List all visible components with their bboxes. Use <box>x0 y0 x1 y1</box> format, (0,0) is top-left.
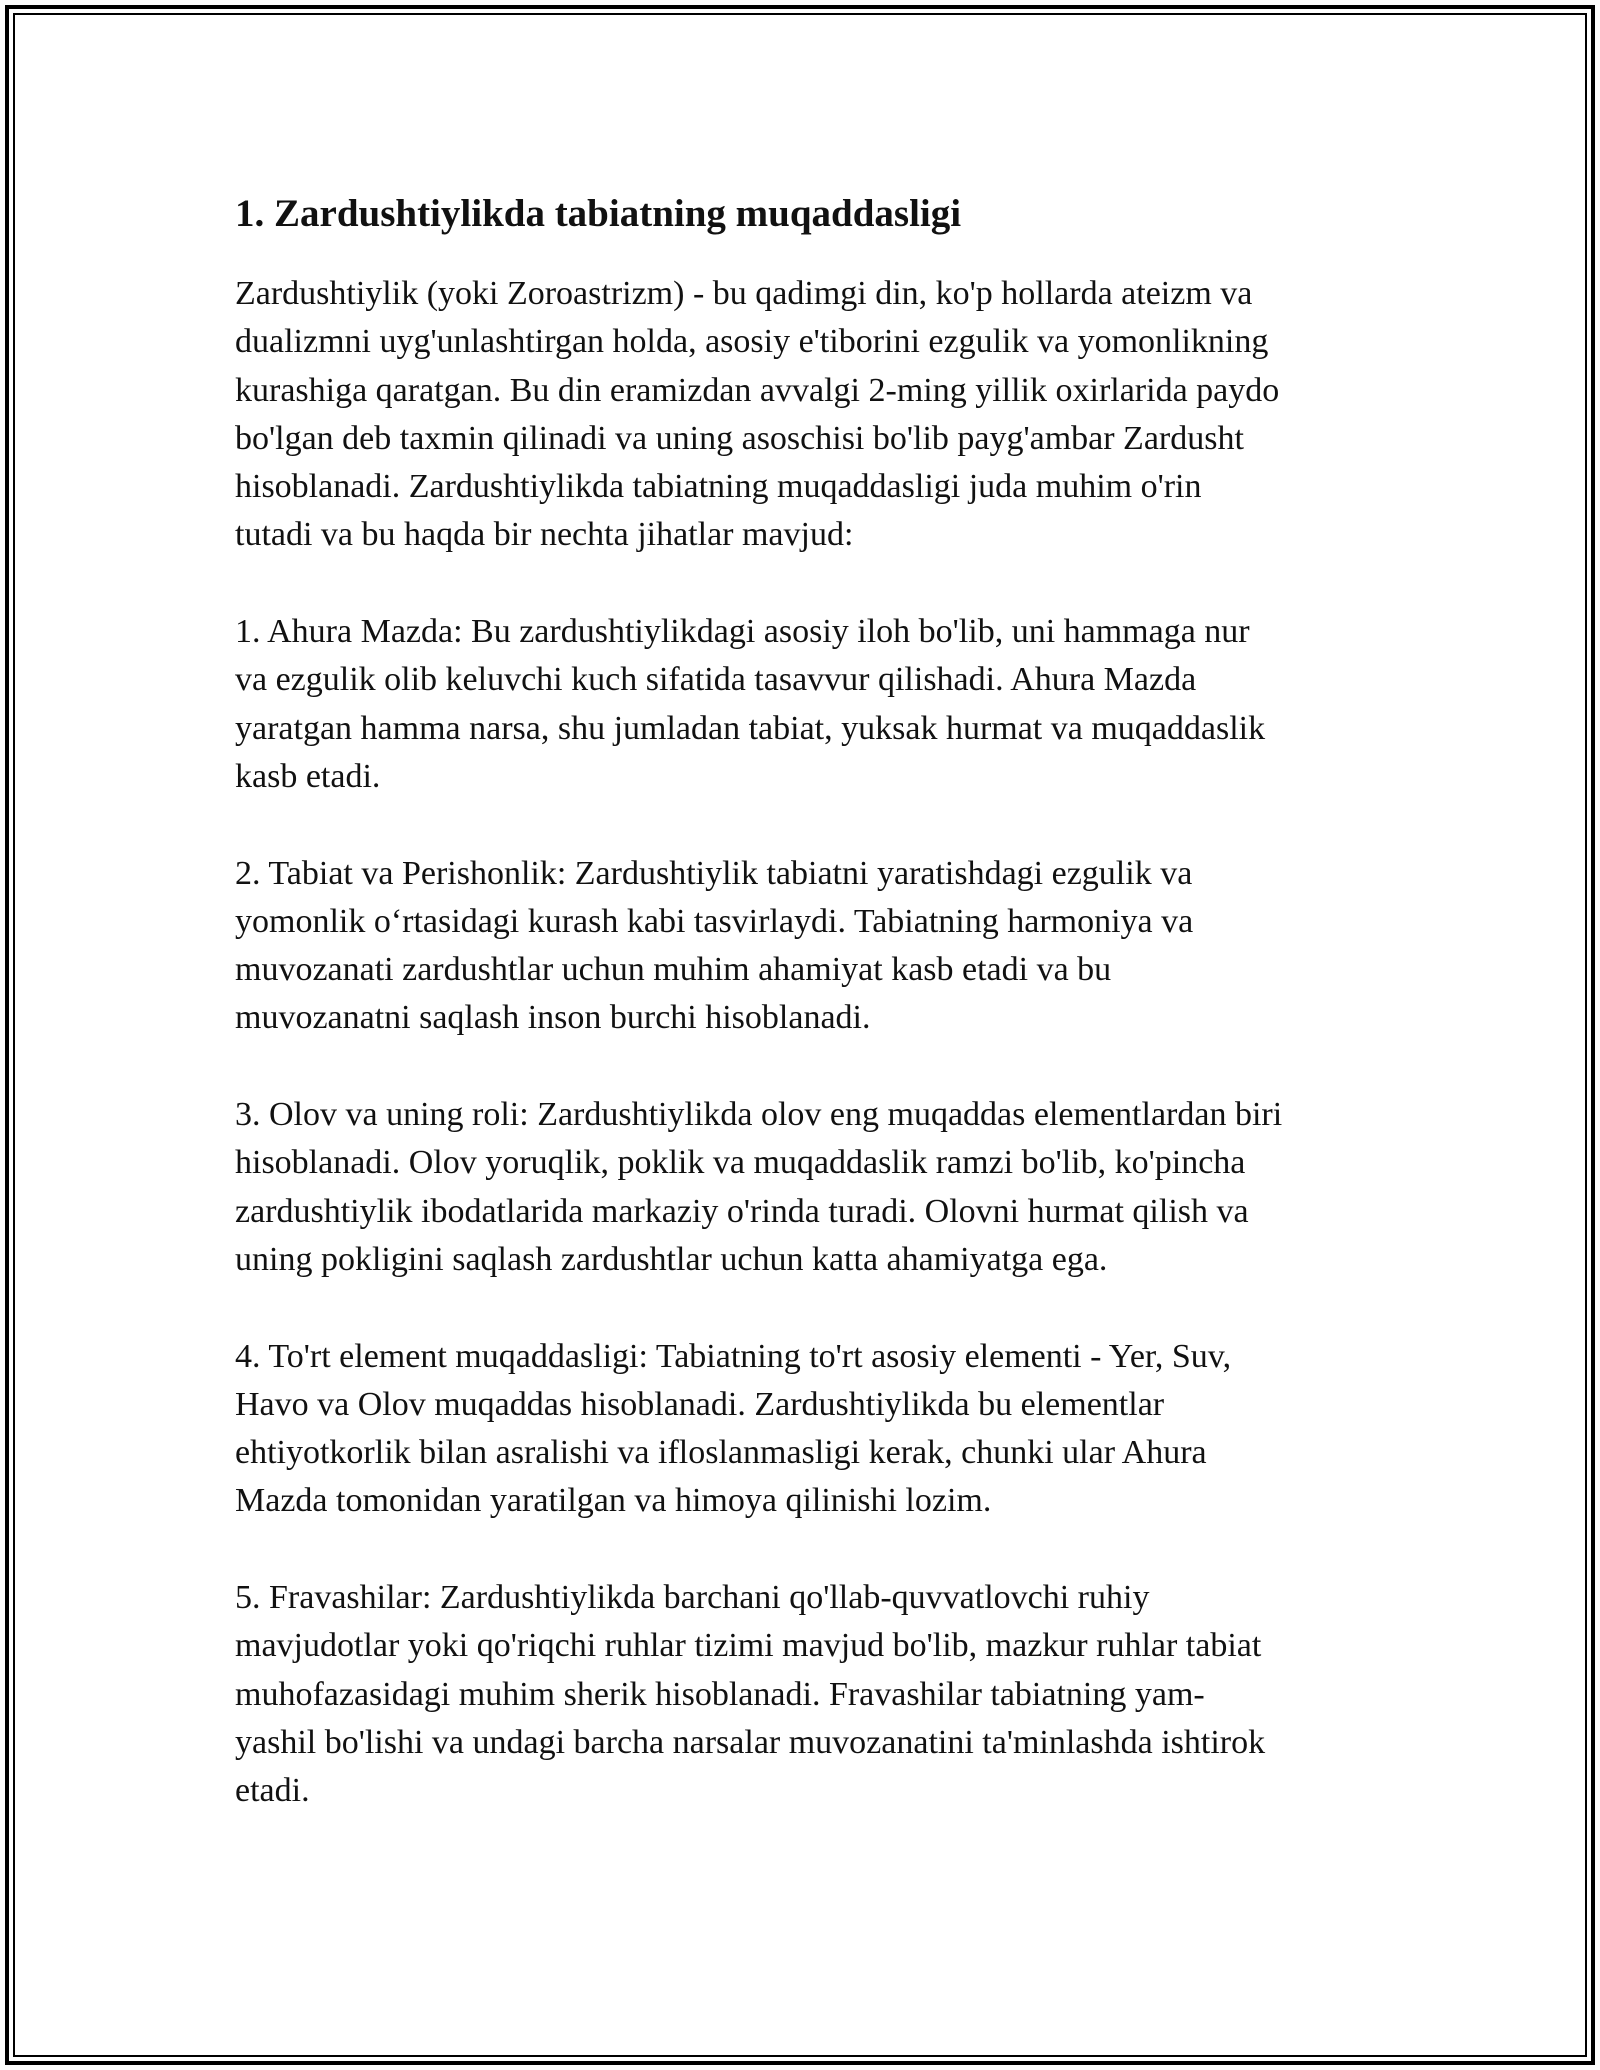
paragraph-line: mavjudotlar yoki qo'riqchi ruhlar tizimi mavjud bo'lib, mazkur ruhlar tabiat <box>235 1627 1262 1665</box>
paragraph-line: bo'lgan deb taxmin qilinadi va uning asoschisi bo'lib payg'ambar Zardusht <box>235 419 1244 457</box>
paragraph-line: va ezgulik olib keluvchi kuch sifatida tasavvur qilishadi. Ahura Mazda <box>235 661 1197 699</box>
paragraph-line: zardushtiylik ibodatlarida markaziy o'rinda turadi. Olovni hurmat qilish va <box>235 1192 1249 1230</box>
paragraph-line: 5. Fravashilar: Zardushtiylikda barchani qo'llab-quvvatlovchi ruhiy <box>235 1579 1150 1617</box>
paragraph-line: dualizmni uyg'unlashtirgan holda, asosiy e'tiborini ezgulik va yomonlikning <box>235 323 1269 361</box>
paragraph-line: kasb etadi. <box>235 757 381 795</box>
paragraph <box>235 608 1435 801</box>
paragraph-line: Zardushtiylik (yoki Zoroastrizm) - bu qadimgi din, ko'p hollarda ateizm va <box>235 275 1253 312</box>
paragraph-line: tutadi va bu haqda bir nechta jihatlar mavjud: <box>235 516 854 554</box>
paragraph-line: uning pokligini saqlash zardushtlar uchun katta ahamiyatga ega. <box>235 1240 1108 1278</box>
paragraph-line: yashil bo'lishi va undagi barcha narsalar muvozanatini ta'minlashda ishtirok <box>235 1723 1266 1761</box>
paragraph-line: etadi. <box>235 1772 310 1810</box>
paragraph <box>235 1333 1435 1526</box>
document-content <box>235 190 1435 1816</box>
paragraph <box>235 1574 1435 1815</box>
paragraph-line: ehtiyotkorlik bilan asralishi va ifloslanmasligi kerak, chunki ular Ahura <box>235 1434 1207 1472</box>
paragraph-line: Havo va Olov muqaddas hisoblanadi. Zardushtiylikda bu elementlar <box>235 1385 1165 1423</box>
paragraph-line: hisoblanadi. Olov yoruqlik, poklik va muqaddaslik ramzi bo'lib, ko'pincha <box>235 1144 1246 1182</box>
section-heading: 1. Zardushtiylikda tabiatning muqaddasligi <box>235 192 962 235</box>
paragraph <box>235 850 1435 1043</box>
paragraph-line: 2. Tabiat va Perishonlik: Zardushtiylik tabiatni yaratishdagi ezgulik va <box>235 854 1193 892</box>
paragraph-line: muvozanati zardushtlar uchun muhim ahamiyat kasb etadi va bu <box>235 951 1112 989</box>
paragraph-line: yomonlik o‘rtasidagi kurash kabi tasvirlaydi. Tabiatning harmoniya va <box>235 902 1194 940</box>
paragraph-line: Mazda tomonidan yaratilgan va himoya qilinishi lozim. <box>235 1482 992 1520</box>
paragraph-line: 4. To'rt element muqaddasligi: Tabiatning to'rt asosiy elementi - Yer, Suv, <box>235 1337 1232 1375</box>
paragraph-line: 3. Olov va uning roli: Zardushtiylikda olov eng muqaddas elementlardan biri <box>235 1096 1283 1134</box>
paragraph-line: 1. Ahura Mazda: Bu zardushtiylikdagi asosiy iloh bo'lib, uni hammaga nur <box>235 613 1250 651</box>
paragraph <box>235 270 1435 560</box>
paragraph-line: kurashiga qaratgan. Bu din eramizdan avvalgi 2-ming yillik oxirlarida paydo <box>235 371 1280 409</box>
paragraph-line: yaratgan hamma narsa, shu jumladan tabiat, yuksak hurmat va muqaddaslik <box>235 709 1266 747</box>
paragraph <box>235 1091 1435 1284</box>
paragraph-line: hisoblanadi. Zardushtiylikda tabiatning muqaddasligi juda muhim o'rin <box>235 468 1202 506</box>
paragraph-line: muvozanatni saqlash inson burchi hisoblanadi. <box>235 999 871 1037</box>
document-body <box>235 270 1435 1816</box>
paragraph-line: muhofazasidagi muhim sherik hisoblanadi. Fravashilar tabiatning yam- <box>235 1675 1205 1713</box>
